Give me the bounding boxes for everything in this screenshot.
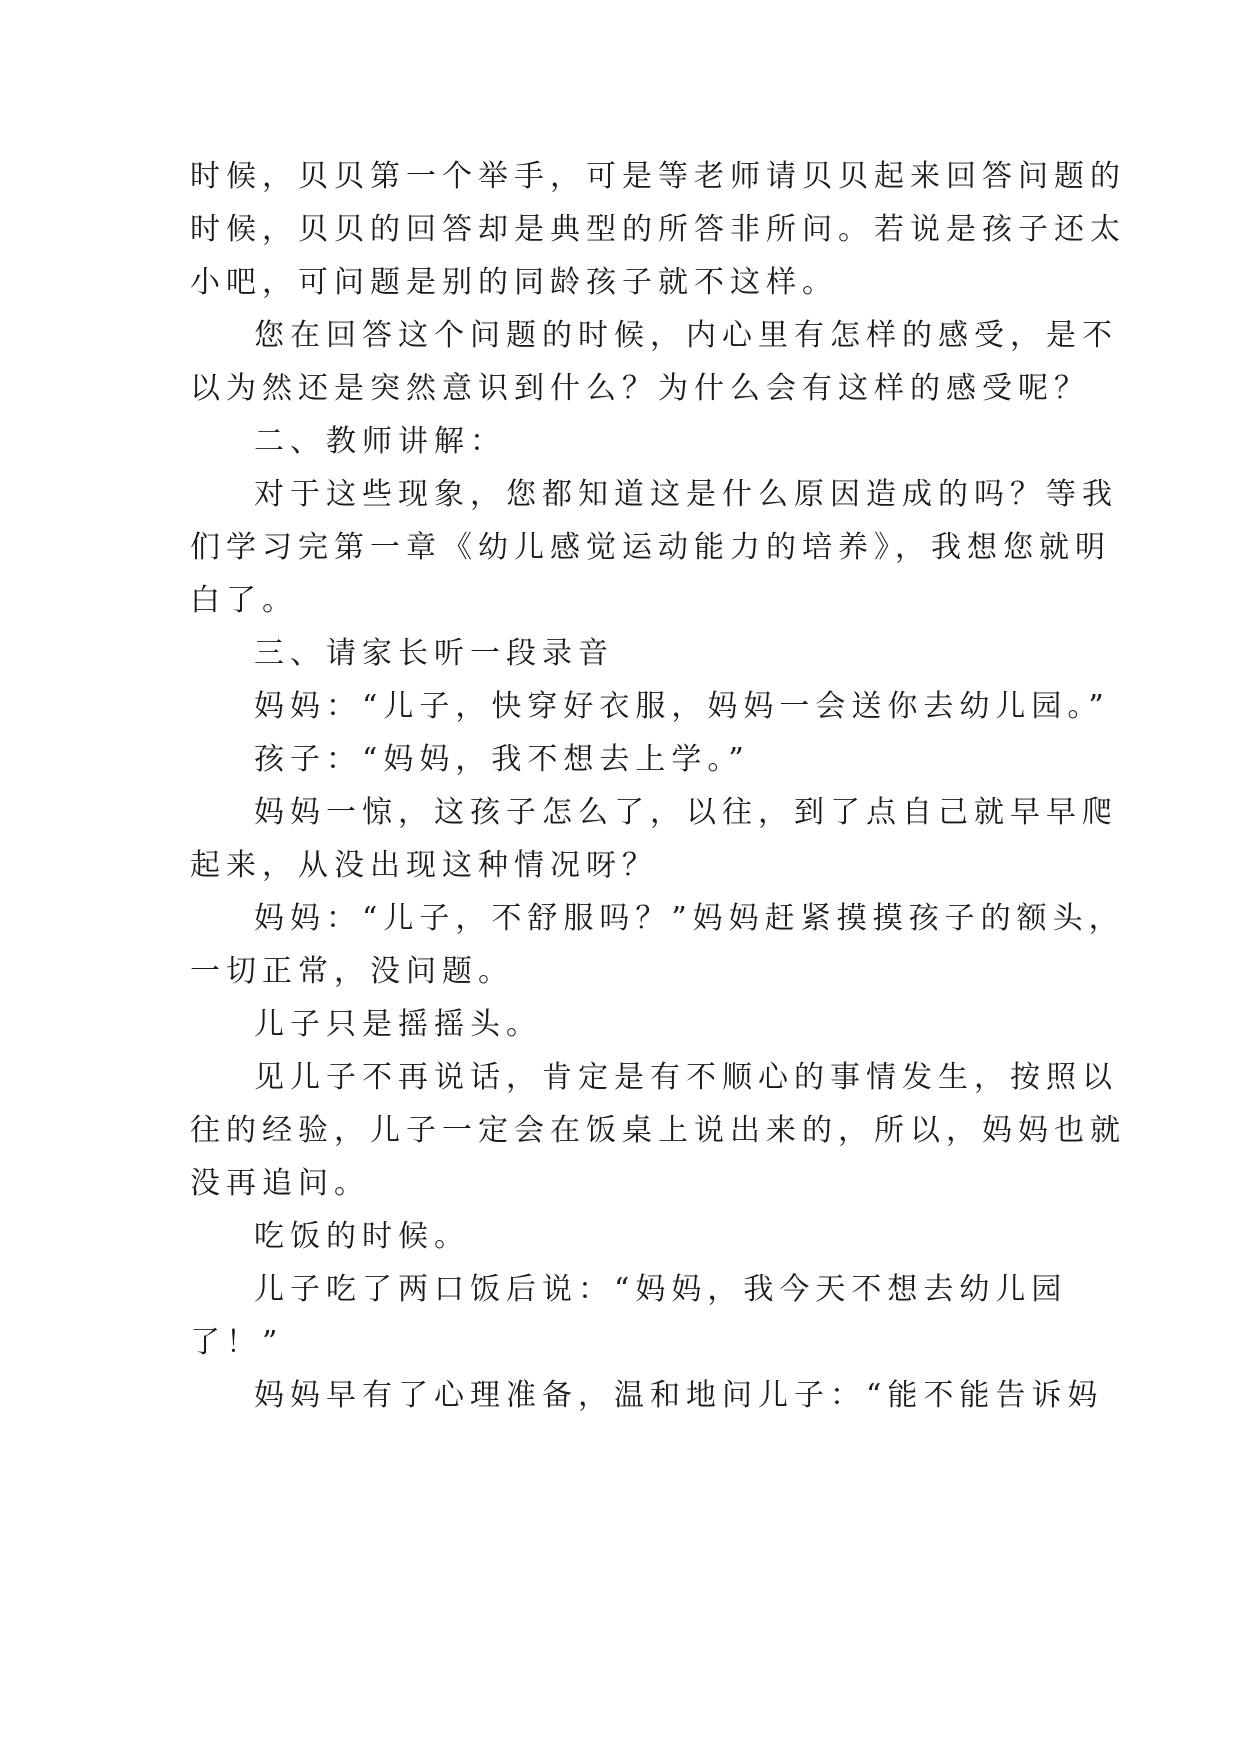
text-line: 妈妈早有了心理准备，温和地问儿子：“能不能告诉妈 bbox=[254, 1378, 1104, 1413]
text-line: 见儿子不再说话，肯定是有不顺心的事情发生，按照以 bbox=[254, 1060, 1118, 1095]
text-line: 时候，贝贝的回答却是典型的所答非所问。若说是孩子还太 bbox=[190, 212, 1126, 247]
text-line: 没再追问。 bbox=[190, 1166, 370, 1201]
text-line: 起来，从没出现这种情况呀？ bbox=[190, 848, 658, 883]
text-line: 妈妈：“儿子，快穿好衣服，妈妈一会送你去幼儿园。” bbox=[254, 689, 1110, 724]
text-line: 妈妈一惊，这孩子怎么了，以往，到了点自己就早早爬 bbox=[254, 795, 1118, 830]
text-line: 儿子吃了两口饭后说：“妈妈，我今天不想去幼儿园 bbox=[254, 1272, 1068, 1307]
text-line: 以为然还是突然意识到什么？为什么会有这样的感受呢？ bbox=[190, 371, 1090, 406]
text-line: 了！” bbox=[190, 1325, 284, 1360]
section-heading: 二、教师讲解： bbox=[254, 424, 506, 459]
section-heading: 三、请家长听一段录音 bbox=[254, 636, 614, 671]
text-line: 往的经验，儿子一定会在饭桌上说出来的，所以，妈妈也就 bbox=[190, 1113, 1126, 1148]
text-line: 吃饭的时候。 bbox=[254, 1219, 470, 1254]
text-line: 白了。 bbox=[190, 583, 298, 618]
text-line: 们学习完第一章《幼儿感觉运动能力的培养》，我想您就明 bbox=[190, 530, 1111, 565]
text-line: 时候，贝贝第一个举手，可是等老师请贝贝起来回答问题的 bbox=[190, 159, 1126, 194]
text-line: 对于这些现象，您都知道这是什么原因造成的吗？等我 bbox=[254, 477, 1118, 512]
text-line: 儿子只是摇摇头。 bbox=[254, 1007, 542, 1042]
text-line: 一切正常，没问题。 bbox=[190, 954, 514, 989]
text-line: 妈妈：“儿子，不舒服吗？”妈妈赶紧摸摸孩子的额头， bbox=[254, 901, 1125, 936]
text-line: 您在回答这个问题的时候，内心里有怎样的感受，是不 bbox=[254, 318, 1118, 353]
text-line: 小吧，可问题是别的同龄孩子就不这样。 bbox=[190, 265, 838, 300]
text-line: 孩子：“妈妈，我不想去上学。” bbox=[254, 742, 750, 777]
